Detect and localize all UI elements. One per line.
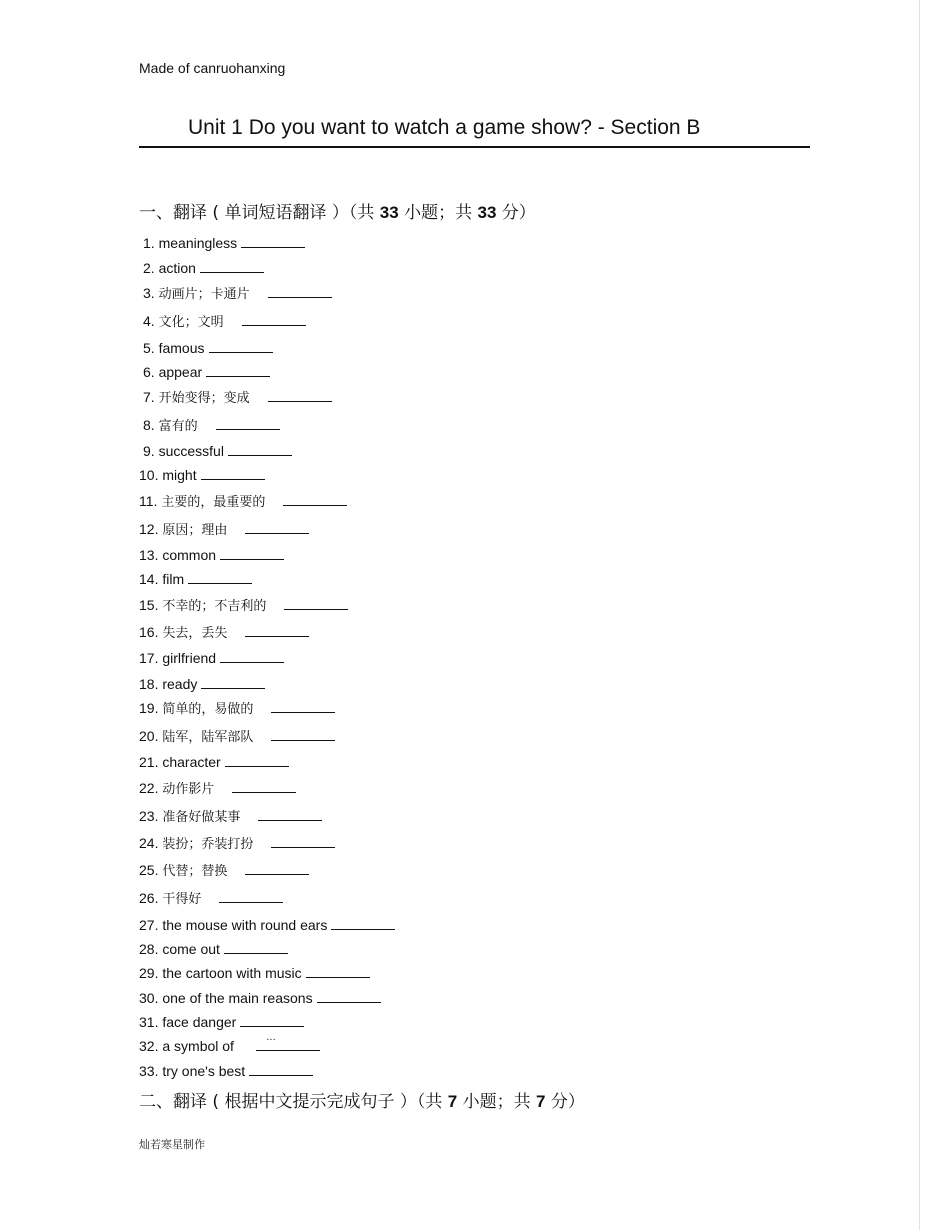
answer-blank[interactable]: [249, 1063, 313, 1076]
question-item: [139, 1063, 313, 1079]
question-number: 23.: [139, 808, 159, 824]
question-text: 不幸的；不吉利的: [162, 599, 267, 614]
question-item: [139, 862, 309, 880]
question-number: 4.: [143, 313, 155, 329]
header-note: Made of canruohanxing: [139, 60, 286, 76]
section-2-score: 7: [536, 1092, 546, 1111]
question-number: 15.: [139, 597, 159, 613]
section-1-heading: [139, 198, 536, 223]
page-title: Unit 1 Do you want to watch a game show? - Section B: [188, 116, 701, 139]
question-item: [143, 417, 280, 435]
question-text: 原因；理由: [162, 523, 228, 538]
answer-blank[interactable]: [245, 624, 309, 637]
question-text: 动作影片: [162, 782, 215, 797]
section-1-mid: 小题；共: [398, 203, 478, 223]
question-item: [143, 235, 305, 251]
question-item: [139, 917, 395, 933]
question-text: might: [162, 467, 197, 483]
title-rule: [139, 116, 810, 148]
answer-blank[interactable]: [271, 700, 335, 713]
answer-blank[interactable]: [232, 780, 296, 793]
question-item: [139, 597, 348, 615]
question-text: appear: [158, 364, 203, 380]
answer-blank[interactable]: [241, 235, 305, 248]
question-number: 8.: [143, 417, 155, 433]
answer-blank[interactable]: [224, 941, 288, 954]
question-text: film: [162, 571, 185, 587]
answer-blank[interactable]: [245, 521, 309, 534]
question-text: character: [162, 754, 221, 770]
section-2-prefix: 二、翻译 ( 根据中文提示完成句子 ）（共: [139, 1092, 448, 1112]
answer-blank[interactable]: [258, 808, 322, 821]
question-number: 11.: [139, 493, 158, 509]
question-text: 装扮；乔装打扮: [162, 837, 254, 852]
question-item: [139, 754, 289, 770]
question-number: 31.: [139, 1014, 159, 1030]
question-item: [139, 890, 283, 908]
question-text: a symbol of: [162, 1038, 234, 1054]
question-text: 干得好: [162, 892, 202, 907]
question-item: [139, 467, 265, 483]
question-item: [143, 260, 264, 276]
question-item: [139, 728, 335, 746]
answer-blank[interactable]: [271, 728, 335, 741]
question-text: one of the main reasons: [162, 990, 313, 1006]
section-2-suffix: 分）: [545, 1092, 585, 1112]
question-text: ready: [162, 676, 198, 692]
question-item: [139, 780, 296, 798]
question-text: 准备好做某事: [162, 810, 241, 825]
question-text: face danger: [162, 1014, 237, 1030]
question-number: 5.: [143, 340, 155, 356]
question-number: 1.: [143, 235, 155, 251]
answer-blank[interactable]: [283, 493, 347, 506]
question-number: 24.: [139, 835, 159, 851]
answer-blank[interactable]: [242, 313, 306, 326]
section-1-prefix: 一、翻译 ( 单词短语翻译 ）（共: [139, 203, 380, 223]
question-number: 17.: [139, 650, 159, 666]
question-text: come out: [162, 941, 220, 957]
question-number: 9.: [143, 443, 155, 459]
question-text: 动画片；卡通片: [158, 287, 250, 302]
answer-blank[interactable]: [306, 965, 370, 978]
question-item: [139, 835, 335, 853]
section-2-mid: 小题；共: [457, 1092, 537, 1112]
question-text: 开始变得；变成: [158, 391, 250, 406]
answer-blank[interactable]: [209, 340, 273, 353]
question-number: 26.: [139, 890, 159, 906]
answer-blank[interactable]: [219, 890, 283, 903]
answer-blank[interactable]: [245, 862, 309, 875]
answer-blank[interactable]: [225, 754, 289, 767]
question-item: [143, 364, 270, 380]
question-number: 6.: [143, 364, 155, 380]
question-text: 陆军，陆军部队: [162, 730, 254, 745]
question-item: [139, 521, 309, 539]
answer-blank[interactable]: [331, 917, 395, 930]
question-number: 7.: [143, 389, 155, 405]
question-number: 14.: [139, 571, 159, 587]
answer-blank[interactable]: [188, 571, 252, 584]
question-item: [143, 285, 332, 303]
question-item: [139, 965, 370, 981]
question-item: [139, 676, 265, 692]
question-item: [139, 624, 309, 642]
section-2-heading: [139, 1087, 585, 1112]
question-item: [139, 990, 381, 1006]
question-text: successful: [158, 443, 224, 459]
question-text: 主要的，最重要的: [161, 495, 266, 510]
question-text: the cartoon with music: [162, 965, 302, 981]
question-number: 27.: [139, 917, 159, 933]
question-item: [143, 340, 273, 356]
question-number: 13.: [139, 547, 159, 563]
question-text: 文化；文明: [158, 315, 224, 330]
footer-note: 灿若寒星制作: [139, 1138, 205, 1151]
question-number: 18.: [139, 676, 159, 692]
question-number: 28.: [139, 941, 159, 957]
answer-blank[interactable]: [268, 389, 332, 402]
question-text: the mouse with round ears: [162, 917, 328, 933]
question-text: 失去，丢失: [162, 626, 228, 641]
question-text: 富有的: [158, 419, 198, 434]
section-1-score: 33: [477, 203, 497, 222]
question-text: meaningless: [158, 235, 238, 251]
answer-blank[interactable]: [271, 835, 335, 848]
answer-blank[interactable]: [228, 443, 292, 456]
answer-blank[interactable]: [256, 1032, 320, 1051]
answer-blank[interactable]: [220, 547, 284, 560]
question-item: [139, 493, 347, 511]
question-item: [139, 650, 284, 666]
question-number: 22.: [139, 780, 159, 796]
blank-mark: …: [265, 1032, 276, 1043]
answer-blank[interactable]: [206, 364, 270, 377]
question-text: action: [158, 260, 196, 276]
question-item: [143, 389, 332, 407]
question-item: [143, 443, 292, 459]
question-number: 20.: [139, 728, 159, 744]
question-number: 33.: [139, 1063, 159, 1079]
answer-blank[interactable]: [317, 990, 381, 1003]
question-text: girlfriend: [162, 650, 217, 666]
answer-blank[interactable]: [201, 676, 265, 689]
question-number: 10.: [139, 467, 159, 483]
section-1-suffix: 分）: [496, 203, 536, 223]
question-item: [139, 1032, 320, 1054]
question-number: 29.: [139, 965, 159, 981]
question-number: 25.: [139, 862, 159, 878]
question-number: 32.: [139, 1038, 159, 1054]
section-2-count: 7: [447, 1092, 458, 1111]
question-number: 30.: [139, 990, 159, 1006]
answer-blank[interactable]: [220, 650, 284, 663]
question-text: 简单的，易做的: [162, 702, 254, 717]
question-item: [139, 700, 335, 718]
answer-blank[interactable]: [201, 467, 265, 480]
page-edge-line: [919, 0, 920, 1230]
answer-blank[interactable]: [284, 597, 348, 610]
question-number: 16.: [139, 624, 159, 640]
answer-blank[interactable]: [268, 285, 332, 298]
section-1-count: 33: [379, 203, 399, 222]
answer-blank[interactable]: [200, 260, 264, 273]
answer-blank[interactable]: [240, 1014, 304, 1027]
question-text: try one's best: [162, 1063, 246, 1079]
question-item: [139, 808, 322, 826]
question-item: [143, 313, 306, 331]
question-number: 2.: [143, 260, 155, 276]
question-item: [139, 571, 252, 587]
question-number: 19.: [139, 700, 159, 716]
question-number: 3.: [143, 285, 155, 301]
question-item: [139, 941, 288, 957]
question-number: 12.: [139, 521, 159, 537]
question-text: 代替；替换: [162, 864, 228, 879]
question-text: common: [162, 547, 217, 563]
question-item: [139, 547, 284, 563]
answer-blank[interactable]: [216, 417, 280, 430]
question-number: 21.: [139, 754, 159, 770]
question-text: famous: [158, 340, 205, 356]
question-item: [139, 1014, 304, 1030]
